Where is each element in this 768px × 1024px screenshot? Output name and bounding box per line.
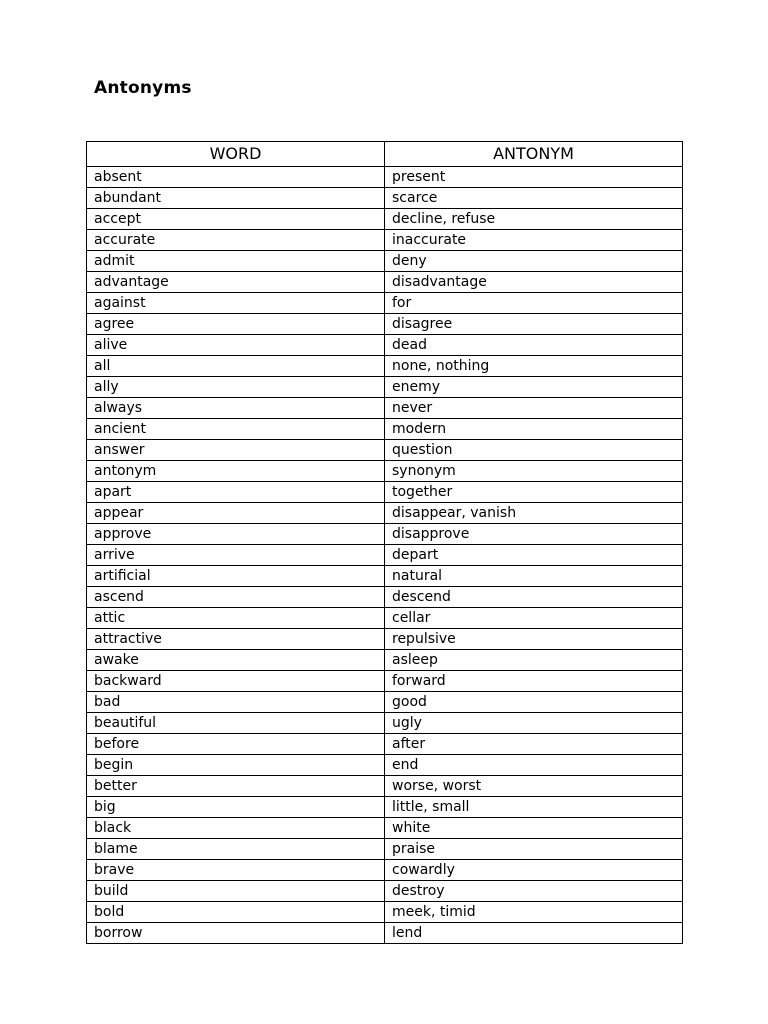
antonym-cell: present	[385, 167, 683, 188]
table-row	[87, 314, 683, 335]
table-row	[87, 188, 683, 209]
word-cell: advantage	[87, 272, 385, 293]
antonym-cell: disappear, vanish	[385, 503, 683, 524]
antonym-cell: disagree	[385, 314, 683, 335]
word-cell: better	[87, 776, 385, 797]
word-cell: always	[87, 398, 385, 419]
antonym-cell: asleep	[385, 650, 683, 671]
word-cell: ally	[87, 377, 385, 398]
table-row	[87, 923, 683, 944]
table-row	[87, 608, 683, 629]
word-cell: bad	[87, 692, 385, 713]
antonym-cell: synonym	[385, 461, 683, 482]
antonym-cell: forward	[385, 671, 683, 692]
table-row	[87, 398, 683, 419]
table-row	[87, 230, 683, 251]
table-row	[87, 251, 683, 272]
table-row	[87, 209, 683, 230]
word-cell: absent	[87, 167, 385, 188]
antonym-cell: decline, refuse	[385, 209, 683, 230]
word-cell: build	[87, 881, 385, 902]
antonym-cell: scarce	[385, 188, 683, 209]
word-cell: against	[87, 293, 385, 314]
antonym-cell: descend	[385, 587, 683, 608]
antonym-cell: none, nothing	[385, 356, 683, 377]
word-cell: admit	[87, 251, 385, 272]
antonym-cell: ugly	[385, 713, 683, 734]
antonym-cell: disapprove	[385, 524, 683, 545]
antonym-cell: little, small	[385, 797, 683, 818]
word-cell: beautiful	[87, 713, 385, 734]
word-cell: apart	[87, 482, 385, 503]
word-cell: begin	[87, 755, 385, 776]
table-row	[87, 440, 683, 461]
table-row	[87, 419, 683, 440]
header-word: WORD	[87, 142, 385, 167]
word-cell: brave	[87, 860, 385, 881]
antonym-cell: inaccurate	[385, 230, 683, 251]
antonym-cell: question	[385, 440, 683, 461]
table-row	[87, 755, 683, 776]
word-cell: arrive	[87, 545, 385, 566]
antonym-cell: disadvantage	[385, 272, 683, 293]
word-cell: appear	[87, 503, 385, 524]
word-cell: attractive	[87, 629, 385, 650]
antonym-table	[86, 141, 683, 944]
word-cell: bold	[87, 902, 385, 923]
table-row	[87, 797, 683, 818]
word-cell: accept	[87, 209, 385, 230]
word-cell: approve	[87, 524, 385, 545]
table-row	[87, 545, 683, 566]
page-title: Antonyms	[94, 78, 192, 98]
table-body	[87, 167, 683, 944]
word-cell: abundant	[87, 188, 385, 209]
antonym-cell: modern	[385, 419, 683, 440]
antonym-cell: good	[385, 692, 683, 713]
antonym-cell: natural	[385, 566, 683, 587]
word-cell: blame	[87, 839, 385, 860]
word-cell: awake	[87, 650, 385, 671]
table-row	[87, 734, 683, 755]
table-row	[87, 776, 683, 797]
table-row	[87, 671, 683, 692]
word-cell: antonym	[87, 461, 385, 482]
word-cell: ancient	[87, 419, 385, 440]
word-cell: big	[87, 797, 385, 818]
header-antonym: ANTONYM	[385, 142, 683, 167]
word-cell: black	[87, 818, 385, 839]
antonym-cell: praise	[385, 839, 683, 860]
antonym-cell: lend	[385, 923, 683, 944]
table-row	[87, 335, 683, 356]
word-cell: answer	[87, 440, 385, 461]
table-row	[87, 503, 683, 524]
table-row	[87, 713, 683, 734]
table-row	[87, 587, 683, 608]
table-row	[87, 692, 683, 713]
table-row	[87, 566, 683, 587]
antonym-cell: deny	[385, 251, 683, 272]
word-cell: backward	[87, 671, 385, 692]
table-row	[87, 461, 683, 482]
antonym-cell: destroy	[385, 881, 683, 902]
antonym-cell: dead	[385, 335, 683, 356]
table-header-row	[87, 142, 683, 167]
antonym-cell: meek, timid	[385, 902, 683, 923]
antonym-cell: enemy	[385, 377, 683, 398]
table-row	[87, 293, 683, 314]
word-cell: attic	[87, 608, 385, 629]
word-cell: alive	[87, 335, 385, 356]
antonym-cell: worse, worst	[385, 776, 683, 797]
antonym-cell: end	[385, 755, 683, 776]
antonym-cell: repulsive	[385, 629, 683, 650]
table-row	[87, 377, 683, 398]
antonym-cell: together	[385, 482, 683, 503]
table-row	[87, 272, 683, 293]
table-row	[87, 167, 683, 188]
table-row	[87, 860, 683, 881]
table-row	[87, 650, 683, 671]
table-row	[87, 902, 683, 923]
word-cell: accurate	[87, 230, 385, 251]
table-row	[87, 629, 683, 650]
table-row	[87, 818, 683, 839]
antonym-cell: cowardly	[385, 860, 683, 881]
table-row	[87, 356, 683, 377]
antonym-cell: after	[385, 734, 683, 755]
word-cell: agree	[87, 314, 385, 335]
word-cell: artificial	[87, 566, 385, 587]
antonym-cell: never	[385, 398, 683, 419]
antonym-cell: white	[385, 818, 683, 839]
table-row	[87, 482, 683, 503]
table-row	[87, 881, 683, 902]
word-cell: all	[87, 356, 385, 377]
antonym-cell: cellar	[385, 608, 683, 629]
word-cell: before	[87, 734, 385, 755]
antonym-cell: depart	[385, 545, 683, 566]
word-cell: borrow	[87, 923, 385, 944]
word-cell: ascend	[87, 587, 385, 608]
table-row	[87, 839, 683, 860]
table-row	[87, 524, 683, 545]
antonym-cell: for	[385, 293, 683, 314]
